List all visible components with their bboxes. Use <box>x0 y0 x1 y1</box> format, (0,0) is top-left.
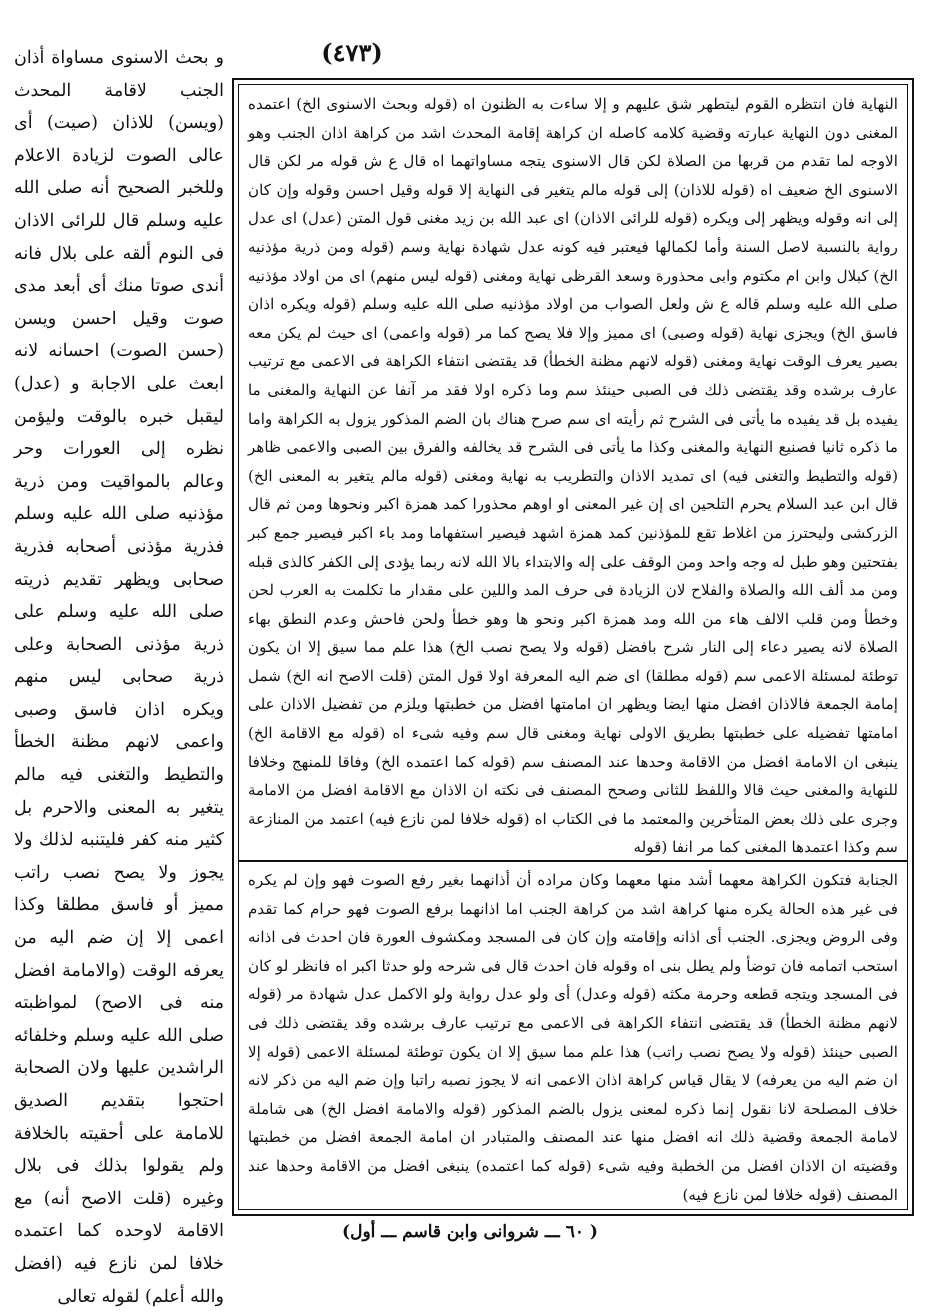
commentary-frame <box>232 78 914 1216</box>
matn-text: و بحث الاسنوى مساواة أذان الجنب لاقامة المحدث (ويسن) للاذان (صيت) أى عالى الصوت لزيادة الاعلام وللخبر الصحيح أنه صلى الله عليه وسلم قال للرائى الاذان فى النوم ألقه على بلال فانه أندى صوتا منك أى أبعد مدى صوت وقيل احسن ويسن (حسن الصوت) احسانه لانه ابعث على الاجابة و (عدل) ليقبل خبره بالوقت وليؤمن نظره إلى العورات وحر وعالم بالمواقيت ومن ذرية مؤذنيه صلى الله عليه وسلم فذرية مؤذنى أصحابه فذرية صحابى ويظهر تقديم ذريته صلى الله عليه وسلم على ذرية مؤذنى الصحابة وعلى ذرية صحابى ليس منهم ويكره اذان فاسق وصبى واعمى لانهم مظنة الخطأ والتطيط والتغنى فيه مالم يتغير به المعنى والاحرم بل كثير منه كفر فليتنبه لذلك ولا يجوز ولا يصح نصب راتب مميز أو فاسق مطلقا وكذا اعمى إلا إن ضم اليه من يعرفه الوقت (والامامة افضل منه فى الاصح) لمواظبته صلى الله عليه وسلم وخلفائه الراشدين عليها ولان الصحابة احتجوا بتقديم الصديق للامامة على أحقيته بالخلافة ولم يقولوا بذلك فى بلال وغيره (قلت الاصح أنه) مع الاقامة لاوحده كما اعتمده خلافا لمن نازع فيه (افضل والله أعلم) لقوله تعالى <box>14 48 224 1307</box>
lower-commentary: الجنابة فتكون الكراهة معهما أشد منها معهما وكان مراده أن أذانهما بغير رفع الصوت فهو وإن لم يكره فى غير هذه الحالة يكره منها كراهة اشد من كراهة الجنب اما اذانهما برفع الصوت فهو حرام كما تقدم وفى الروض ويجزى. الجنب أى اذانه وإقامته وإن كان فى المسجد ومكشوف العورة فان احدث فى اذانه استحب اتمامه فان توضأ ولم يطل بنى اه وقوله فان احدث قال فى شرحه ولو حدثا اكبر اه فانظر لو كان فى المسجد ويتجه قطعه وحرمة مكثه (قوله وعدل) أى ولو عدل رواية ولو الاكمل عدل شهادة مر (قوله لانهم مظنة الخطأ) قد يقتضى انتفاء الكراهة فى الاعمى مع ترتيب عارف برشده وقد يقتضى ذلك فى الصبى حينئذ (قوله ولا يصح نصب راتب) هذا علم مما سيق إلا ان يكون توطئة لمسئلة الاعمى (قوله إلا ان ضم اليه من يعرفه) لا يقال قياس كراهة اذان الاعمى انه لا يجوز نصبه راتبا وإن ضم اليه من ذكر لانه خلاف المصلحة لانا نقول إنما ذكره لمعنى يزول بالضم المذكور (قوله والامامة افضل الخ) هى شاملة لامامة الجمعة وقضية ذلك انه افضل منها عند المصنف والمتبادر ان امامة الجمعة افضل من خطبتها وقضيته ان الاذان افضل من الخطبة وفيه شىء (قوله كما اعتمده) ينبغى افضل من الاقامة وحدها عند المصنف (قوله خلافا لمن نازع فيه) <box>248 871 898 1204</box>
upper-commentary: النهاية فان انتظره القوم ليتطهر شق عليهم و إلا ساءت به الظنون اه (قوله وبحث الاسنوى الخ) اعتمده المغنى دون النهاية عبارته وقضية كلامه كاصله ان كراهة إقامة المحدث اشد من كراهة اذان الجنب وهو الاوجه لما تقدم من قربها من الصلاة لكن قال الاسنوى يتجه مساواتهما اه قال ع ش قوله مر لكن قال الاسنوى الخ ضعيف اه (قوله للاذان) إلى قوله مالم يتغير فى النهاية إلا قوله وقيل احسن وقوله وإن كان إلى انه وقوله ويظهر إلى ويكره (قوله للرائى الاذان) اى عبد الله بن زيد مغنى قول المتن (عدل) اى عدل رواية بالنسبة لاصل السنة وأما لكمالها فيعتبر فيه كونه عدل شهادة نهاية وسم (قوله ومن ذرية مؤذنيه الخ) كبلال وابن ام مكتوم وابى محذورة وسعد القرظى نهاية ومغنى (قوله ليس منهم) اى من اولاد مؤذنيه صلى الله عليه وسلم قاله ع ش ولعل الصواب من اولاد مؤذنيه صلى الله عليه وسلم (قوله ويكره اذان فاسق الخ) ويجزى نهاية (قوله وصبى) اى مميز وإلا فلا يصح كما مر (قوله واعمى) اى حيث لم يكن معه بصير يعرف الوقت نهاية ومغنى (قوله لانهم مظنة الخطأ) قد يقتضى انتفاء الكراهة فى الاعمى مع ترتيب عارف برشده وقد يقتضى ذلك فى الصبى حينئذ سم وما ذكره اولا فقد مر آنفا عن النهاية والمغنى ما يفيده بل قد يفيده ما يأتى فى الشرح ثم رأيته اى سم صرح هناك بان الضم المذكور يزول به الكراهة واما ما ذكره ثانيا فصنيع النهاية والمغنى وكذا ما يأتى فى الشرح قد يخالفه والفرق بين الصبى والاعمى ظاهر (قوله والتطيط والتغنى فيه) اى تمديد الاذان والتطريب به نهاية ومغنى (قوله مالم يتغير به المعنى الخ) قال ابن عبد السلام يحرم التلحين اى إن غير المعنى او اوهم محذورا كمد همزة اكبر ونحوها ومن ثم قال الزركشى وليحترز من اغلاط تقع للمؤذنين كمد همزة اشهد فيصير استفهاما ومد باء اكبر فيصير جمع كبر بفتحتين وهو طبل له وجه واحد ومن الوقف على إله والابتداء بالا الله لانه ربما يؤدى إلى الكفر كالذى قبله ومن مد ألف الله والصلاة والفلاح لان الزيادة فى حرف المد واللين على مقدار ما تكلمت به العرب لحن وخطأ ومن قلب الالف هاء من الله ومد همزة اكبر ونحو ها وهو خطأ ولحن فاحش وعدم النطق بهاء الصلاة لانه يصير دعاء إلى النار شرح بافضل (قوله ولا يصح نصب الخ) هذا علم مما سيق إلا ان يكون توطئة لمسئلة الاعمى سم (قوله مطلقا) اى ضم اليه المعرفة اولا قول المتن (قلت الاصح انه الخ) شمل إمامة الجمعة فالاذان افضل منها ايضا ويظهر ان امامتها افضل من خطبتها ويلزم من تفضيل الاذان على امامتها تفضيله على خطبتها بطريق الاولى نهاية ومغنى قال سم وفيه شىء اه (قوله مع الاقامة الخ) ينبغى ان الامامة افضل من الاقامة وحدها عند المصنف سم (قوله كما اعتمده الخ) وفاقا للمنهج وخلافا للنهاية والمغنى حيث قالا واللفظ للثانى وصحح المصنف فى نكته ان الاذان مع الاقامة افضل من الامامة وجرى على ذلك بعض المتأخرين والمعتمد ما فى الكتاب اه (قوله خلافا لمن نازع فيه) اعتمد من المنازعة سم وكذا اعتمدها المغنى كما مر انفا (قوله <box>248 95 898 857</box>
page-number: (٤٧٣) <box>321 38 383 67</box>
commentary-divider <box>239 860 907 862</box>
page-footer: ( ٦٠ ـــ شروانى وابن قاسم ـــ أول) <box>342 1222 598 1242</box>
